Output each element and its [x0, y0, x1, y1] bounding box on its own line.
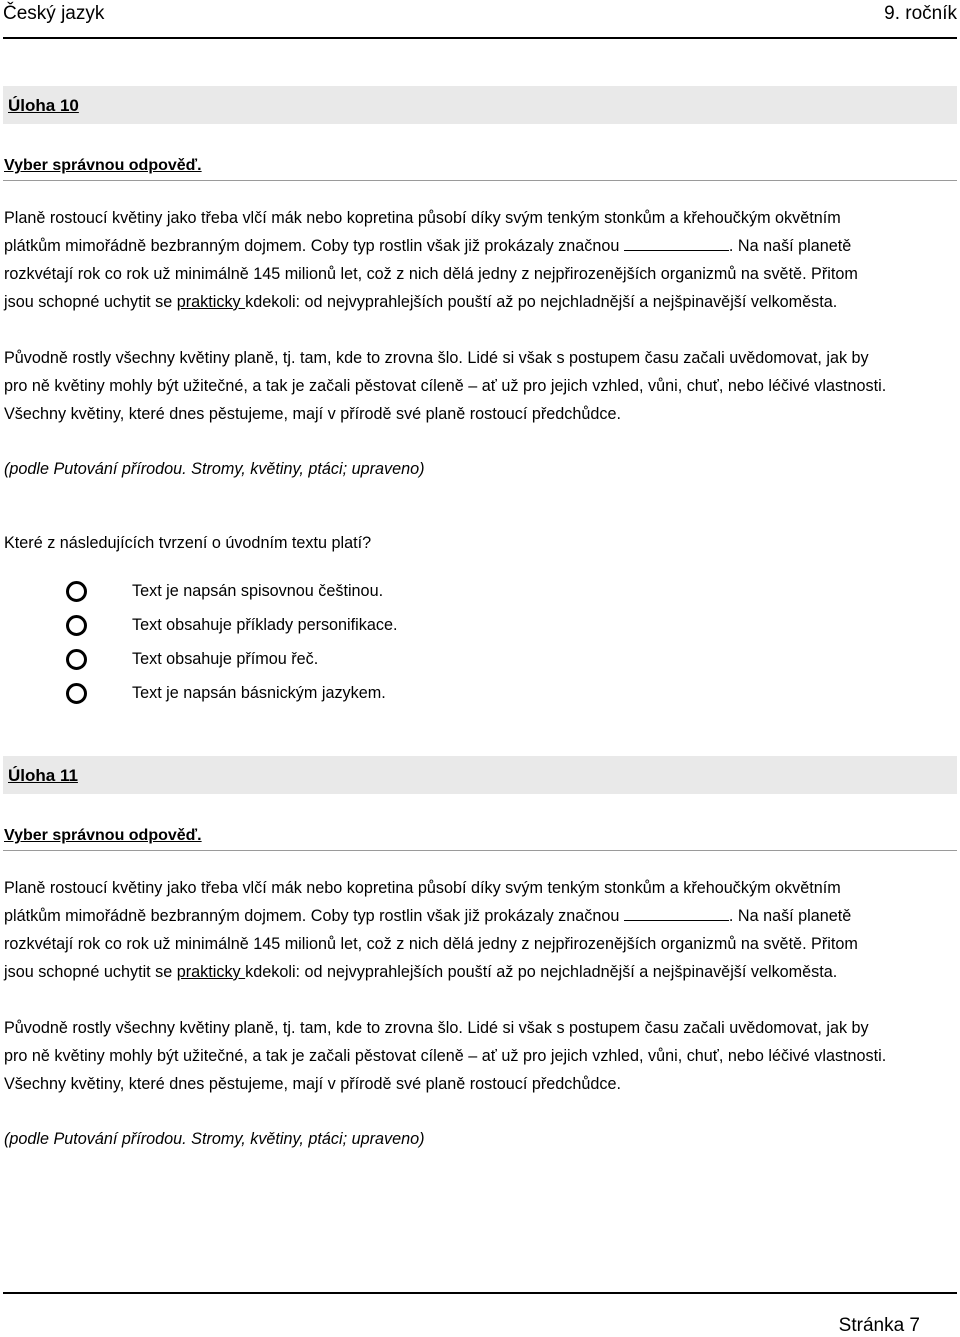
text-line: Planě rostoucí květiny jako třeba vlčí mák nebo kopretina působí díky svým tenkým stonkům a křehoučkým okvětním — [4, 879, 841, 897]
fill-in-blank — [624, 249, 729, 251]
text-line: Všechny květiny, které dnes pěstujeme, mají v přírodě své planě rostoucí předchůdce. — [4, 405, 621, 423]
text-span: . Na naší planetě — [728, 237, 852, 255]
text-span: . Na naší planetě — [728, 907, 852, 925]
task-10-instruction: Vyber správnou odpověď. — [4, 157, 202, 174]
answer-option[interactable] — [66, 574, 397, 608]
text-span: plátkům mimořádně bezbranným dojmem. Coby typ rostlin však již prokázaly značnou — [4, 237, 624, 255]
text-span: kdekoli: od nejvyprahlejších pouští až po nejchladnější a nejšpinavější velkoměsta. — [245, 293, 838, 311]
radio-icon[interactable] — [66, 615, 87, 636]
option-label: Text je napsán básnickým jazykem. — [132, 683, 386, 702]
underlined-word: prakticky — [176, 963, 246, 981]
task-10-options — [66, 574, 397, 710]
text-line: pro ně květiny mohly být užitečné, a tak je začali pěstovat cíleně – ať už pro jejich vzhled, vůni, chuť, nebo léčivé vlastnosti. — [4, 1047, 887, 1065]
task-11-instruction-divider — [3, 850, 957, 851]
task-11-source: (podle Putování přírodou. Stromy, květiny, ptáci; upraveno) — [4, 1130, 425, 1148]
task-10-source: (podle Putování přírodou. Stromy, květiny, ptáci; upraveno) — [4, 460, 425, 478]
page-number: Stránka 7 — [838, 1315, 920, 1336]
task-10-header — [3, 86, 957, 124]
task-10-question: Které z následujících tvrzení o úvodním textu platí? — [4, 534, 372, 552]
subject-title: Český jazyk — [3, 3, 105, 24]
text-line: pro ně květiny mohly být užitečné, a tak je začali pěstovat cíleně – ať už pro jejich vzhled, vůni, chuť, nebo léčivé vlastnosti. — [4, 377, 887, 395]
radio-icon[interactable] — [66, 649, 87, 670]
text-line: Původně rostly všechny květiny planě, tj. tam, kde to zrovna šlo. Lidé si však s postupem času začali uvědomovat, jak by — [4, 349, 869, 367]
answer-option[interactable] — [66, 608, 397, 642]
task-10-paragraph-1 — [4, 204, 960, 316]
fill-in-blank — [624, 919, 729, 921]
grade-label: 9. ročník — [884, 3, 957, 24]
text-line — [4, 958, 960, 986]
text-line — [4, 902, 960, 930]
page-header — [0, 0, 960, 36]
answer-option[interactable] — [66, 676, 397, 710]
text-span: jsou schopné uchytit se — [4, 293, 177, 311]
answer-option[interactable] — [66, 642, 397, 676]
task-10-title: Úloha 10 — [8, 96, 79, 115]
text-span: kdekoli: od nejvyprahlejších pouští až po nejchladnější a nejšpinavější velkoměsta. — [245, 963, 838, 981]
text-line: rozkvétají rok co rok už minimálně 145 milionů let, což z nich dělá jedny z nejpřirozenějších organizmů na světě. Přitom — [4, 265, 858, 283]
task-11-title: Úloha 11 — [8, 766, 78, 785]
task-10-instruction-divider — [3, 180, 957, 181]
task-11-paragraph-2 — [4, 1014, 960, 1098]
task-11-instruction: Vyber správnou odpověď. — [4, 827, 202, 844]
text-line: Všechny květiny, které dnes pěstujeme, mají v přírodě své planě rostoucí předchůdce. — [4, 1075, 621, 1093]
option-label: Text je napsán spisovnou češtinou. — [132, 581, 384, 600]
text-line — [4, 232, 960, 260]
task-11-paragraph-1 — [4, 874, 960, 986]
radio-icon[interactable] — [66, 683, 87, 704]
text-line — [4, 288, 960, 316]
text-span: jsou schopné uchytit se — [4, 963, 177, 981]
task-10-paragraph-2 — [4, 344, 960, 428]
text-line: Původně rostly všechny květiny planě, tj. tam, kde to zrovna šlo. Lidé si však s postupem času začali uvědomovat, jak by — [4, 1019, 869, 1037]
header-divider — [3, 37, 957, 39]
footer-divider — [3, 1292, 957, 1294]
text-line: rozkvétají rok co rok už minimálně 145 milionů let, což z nich dělá jedny z nejpřirozenějších organizmů na světě. Přitom — [4, 935, 858, 953]
option-label: Text obsahuje přímou řeč. — [132, 649, 319, 668]
option-label: Text obsahuje příklady personifikace. — [132, 615, 398, 634]
text-span: plátkům mimořádně bezbranným dojmem. Coby typ rostlin však již prokázaly značnou — [4, 907, 624, 925]
underlined-word: prakticky — [176, 293, 246, 311]
radio-icon[interactable] — [66, 581, 87, 602]
task-11-header — [3, 756, 957, 794]
text-line: Planě rostoucí květiny jako třeba vlčí mák nebo kopretina působí díky svým tenkým stonkům a křehoučkým okvětním — [4, 209, 841, 227]
